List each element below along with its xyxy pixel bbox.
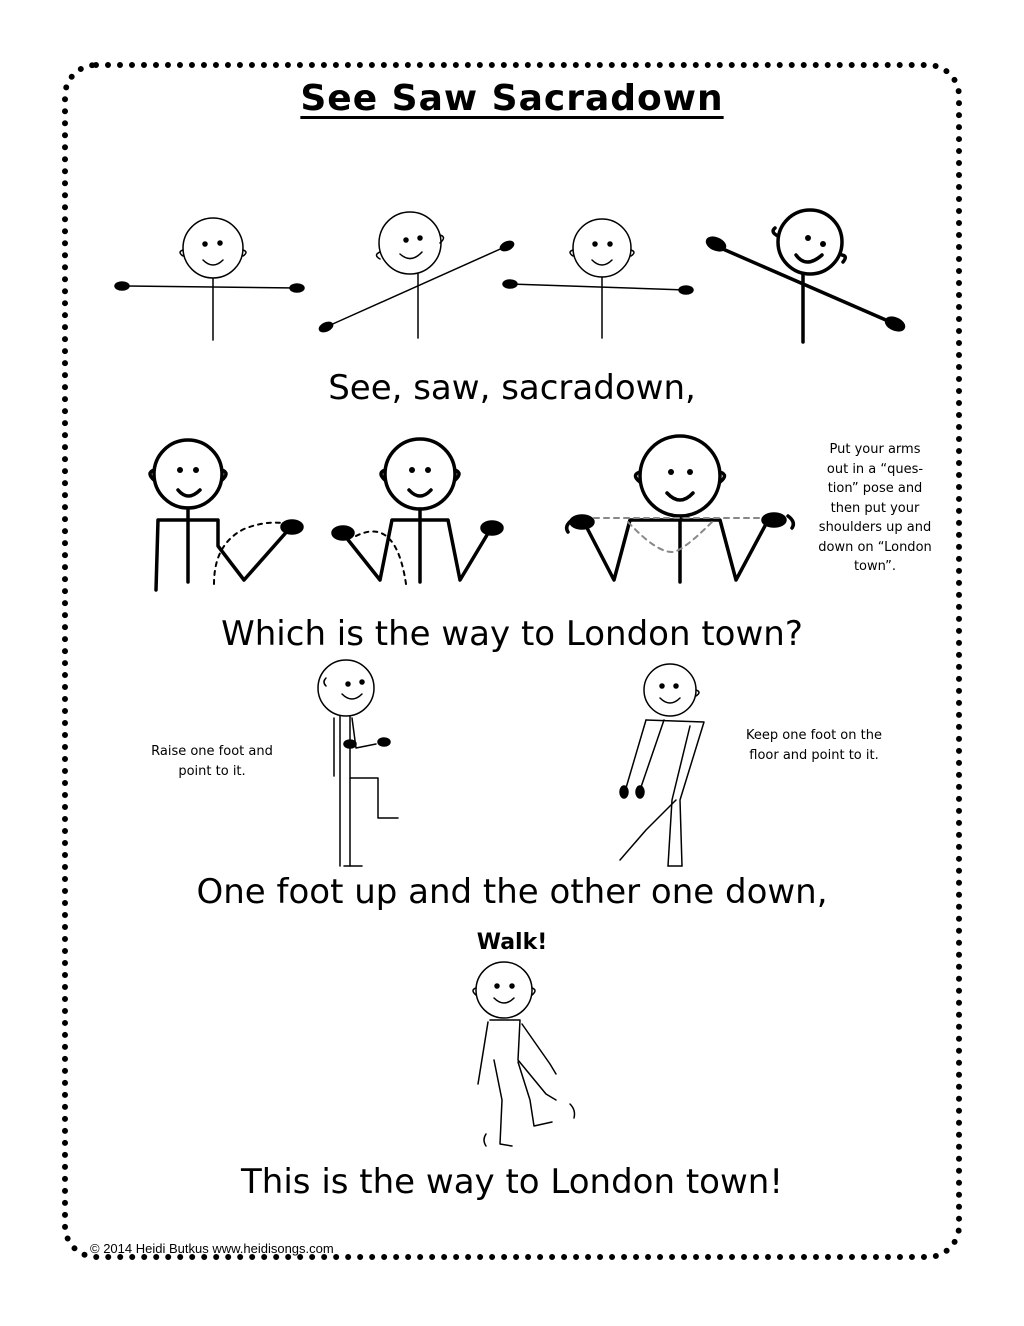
figure-arms-level-1 [115,218,304,340]
note-raise-foot: Raise one foot and point to it. [151,744,273,779]
figure-question-pose-2 [333,439,502,584]
figure-arms-level-3 [503,219,693,338]
figure-walking [473,962,575,1146]
figure-raise-foot [318,660,398,866]
page-title: See Saw Sacradown [300,78,724,119]
lyric-line-2: Which is the way to London town? [221,614,803,654]
note-keep-foot: Keep one foot on the floor and point to it. [746,728,882,763]
lyric-line-4: This is the way to London town! [241,1162,783,1202]
lyric-line-3: One foot up and the other one down, [196,872,828,912]
copyright-footer: © 2014 Heidi Butkus www.heidisongs.com [90,1241,334,1256]
figure-question-pose-1 [150,440,302,590]
note-shoulders: Put your arms out in a “ques- tion” pose and then put your shoulders up and down on “London town”. [818,442,932,574]
figure-point-foot [620,664,704,866]
figure-question-pose-3 [567,436,794,582]
lyric-line-1: See, saw, sacradown, [328,368,696,408]
figure-arms-tilted-2 [318,212,515,338]
figure-arms-tilted-4 [706,210,906,342]
walk-label: Walk! [476,930,548,955]
